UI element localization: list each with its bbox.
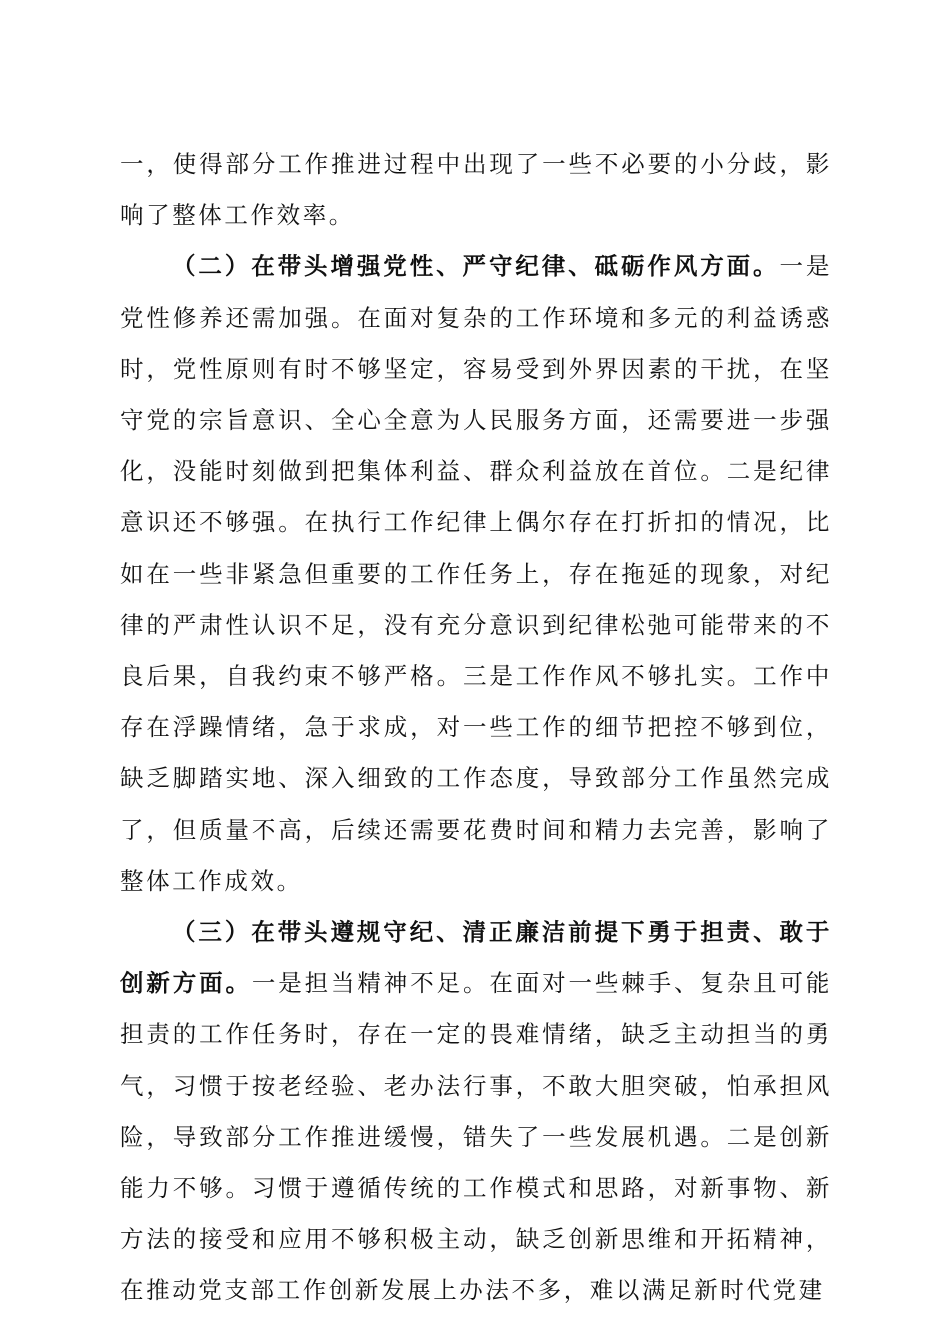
paragraph-section-three (120, 907, 832, 1317)
paragraph-continuation (120, 139, 832, 241)
document-body (120, 139, 832, 1317)
paragraph-text: 一是党性修养还需加强。在面对复杂的工作环境和多元的利益诱惑时，党性原则有时不够坚定，容易受到外界因素的干扰，在坚守党的宗旨意识、全心全意为人民服务方面，还需要进一步强化，没能时刻做到把集体利益、群众利益放在首位。二是纪律意识还不够强。在执行工作纪律上偶尔存在打折扣的情况，比如在一些非紧急但重要的工作任务上，存在拖延的现象，对纪律的严肃性认识不足，没有充分意识到纪律松弛可能带来的不良后果，自我约束不够严格。三是工作作风不够扎实。工作中存在浮躁情绪，急于求成，对一些工作的细节把控不够到位，缺乏脚踏实地、深入细致的工作态度，导致部分工作虽然完成了，但质量不高，后续还需要花费时间和精力去完善，影响了整体工作成效。 (120, 252, 832, 895)
section-three-heading: （三）在带头遵规守纪、清正廉洁前提下勇于担责、敢于创新方面。 (120, 918, 832, 998)
paragraph-text: 一是担当精神不足。在面对一些棘手、复杂且可能担责的工作任务时，存在一定的畏难情绪，缺乏主动担当的勇气，习惯于按老经验、老办法行事，不敢大胆突破，怕承担风险，导致部分工作推进缓慢，错失了一些发展机遇。二是创新能力不够。习惯于遵循传统的工作模式和思路，对新事物、新方法的接受和应用不够积极主动，缺乏创新思维和开拓精神，在推动党支部工作创新发展上办法不多，难以满足新时代党建 (120, 969, 832, 1305)
paragraph-text: 一，使得部分工作推进过程中出现了一些不必要的小分歧，影响了整体工作效率。 (120, 150, 832, 230)
paragraph-section-two (120, 241, 832, 907)
section-two-heading: （二）在带头增强党性、严守纪律、砥砺作风方面。 (172, 252, 780, 281)
